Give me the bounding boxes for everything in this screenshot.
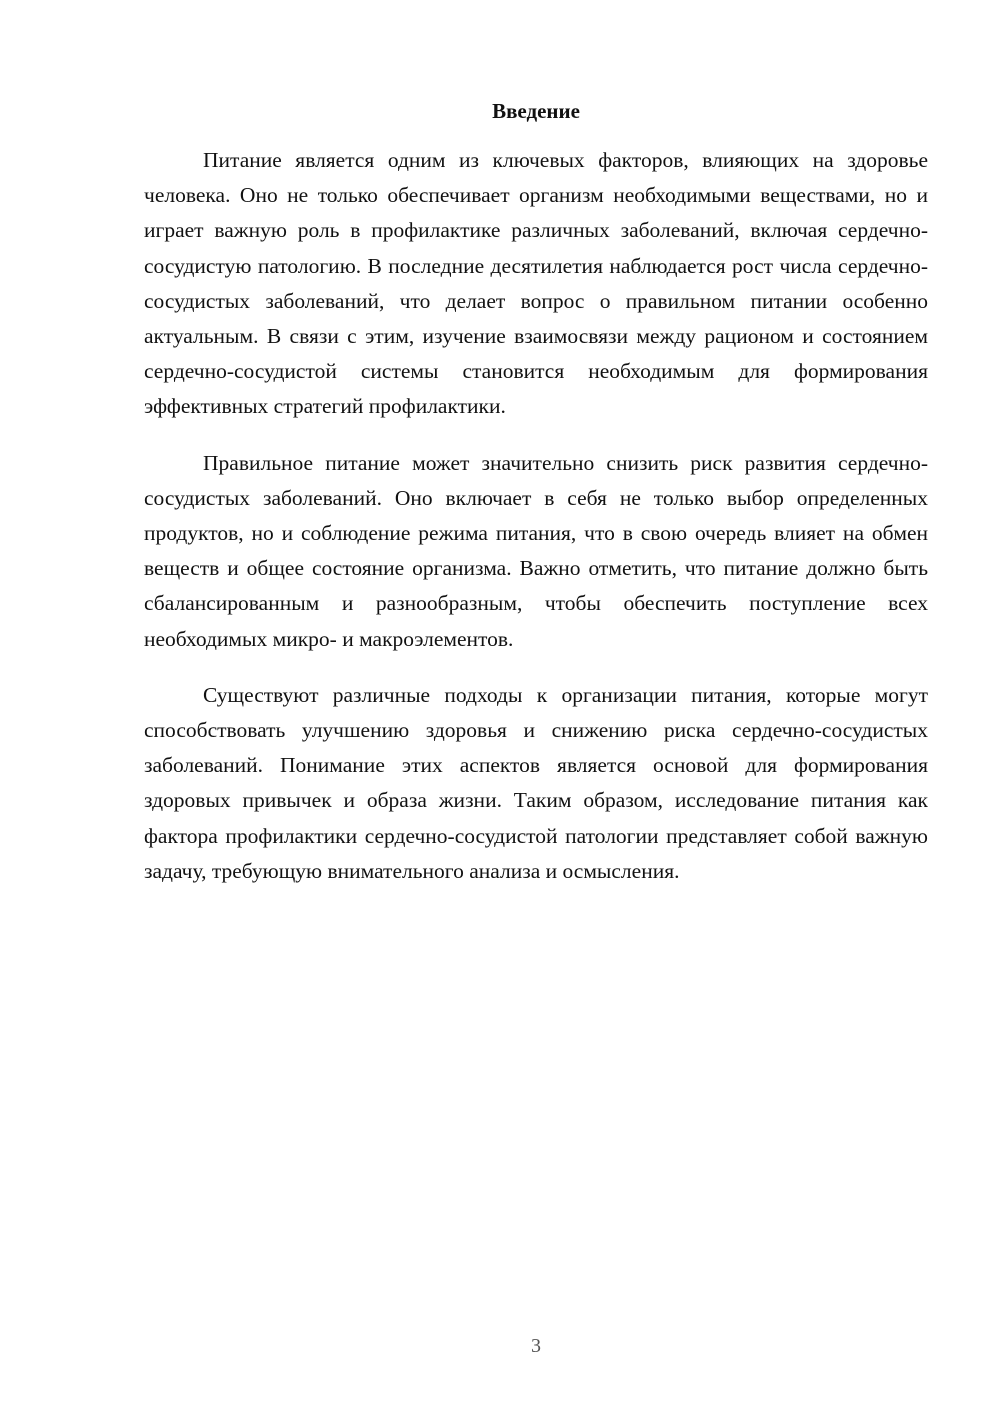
paragraph-3: Существуют различные подходы к организации питания, которые могут способствовать улучшению здоровья и снижению риска сердечно-сосудистых заболеваний. Понимание этих аспектов является основой для формирования здоровых привычек и образа жизни. Таким образом, исследование питания как фактора профилактики сердечно-сосудистой патологии представляет собой важную задачу, требующую внимательного анализа и осмысления. xyxy=(144,682,928,883)
page-number: 3 xyxy=(531,1335,541,1357)
section-heading: Введение xyxy=(492,99,580,123)
paragraph-2: Правильное питание может значительно снизить риск развития сердечно-сосудистых заболеваний. Оно включает в себя не только выбор определенных продуктов, но и соблюдение режима питания, что в свою очередь влияет на обмен веществ и общее состояние организма. Важно отметить, что питание должно быть сбалансированным и разнообразным, чтобы обеспечить поступление всех необходимых микро- и макроэлементов. xyxy=(144,450,928,651)
paragraph-1: Питание является одним из ключевых факторов, влияющих на здоровье человека. Оно не только обеспечивает организм необходимыми веществами, но и играет важную роль в профилактике различных заболеваний, включая сердечно-сосудистую патологию. В последние десятилетия наблюдается рост числа сердечно-сосудистых заболеваний, что делает вопрос о правильном питании особенно актуальным. В связи с этим, изучение взаимосвязи между рационом и состоянием сердечно-сосудистой системы становится необходимым для формирования эффективных стратегий профилактики. xyxy=(144,148,928,419)
page-content xyxy=(144,95,928,889)
